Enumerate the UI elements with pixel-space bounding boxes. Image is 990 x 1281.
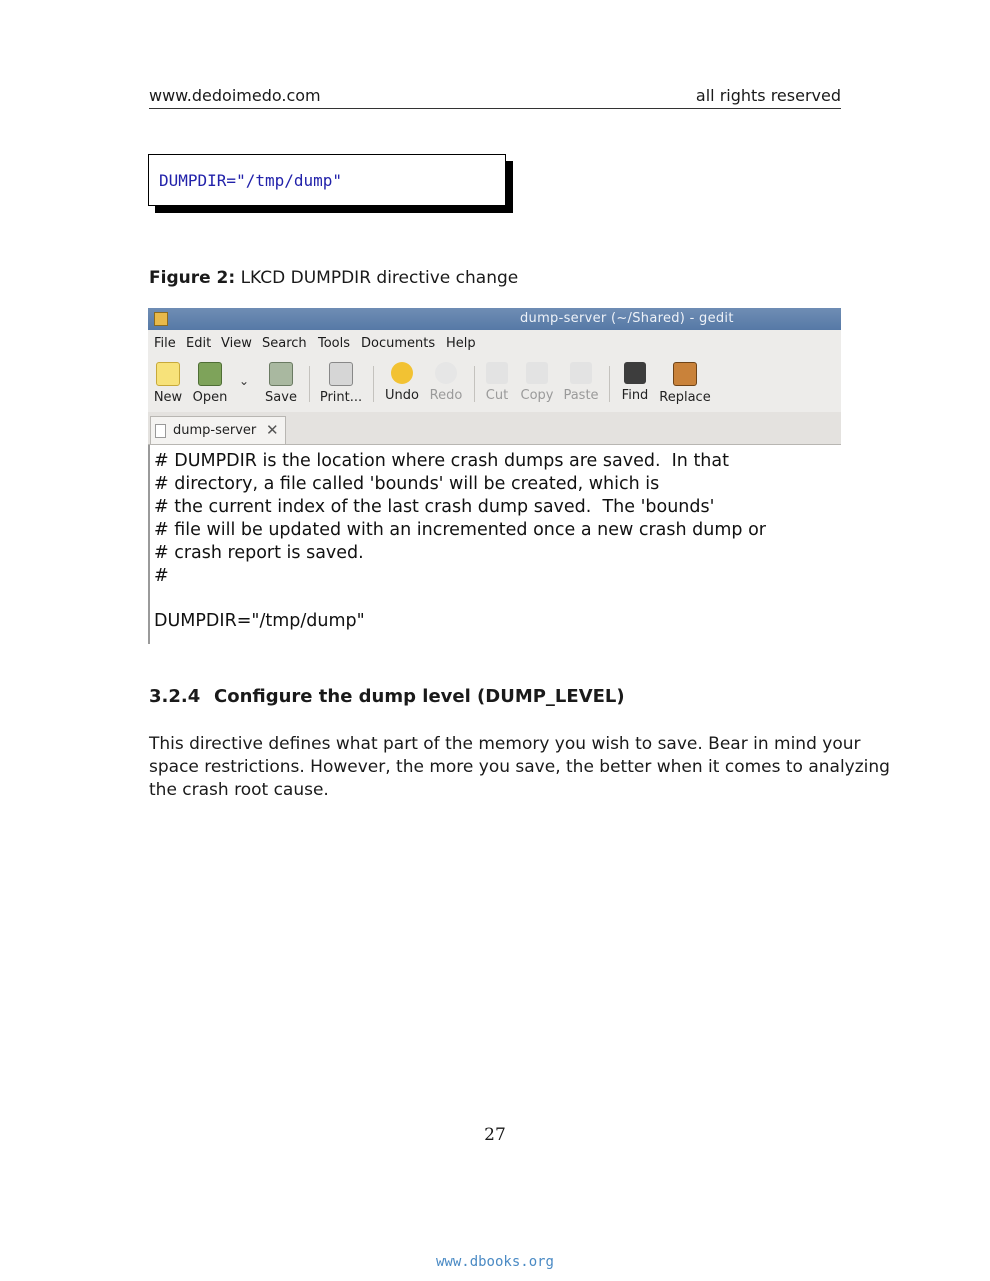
- save-button[interactable]: [259, 362, 303, 408]
- editor-line: DUMPDIR="/tmp/dump": [154, 611, 365, 631]
- tab-dump-server[interactable]: [150, 416, 286, 444]
- body-paragraph: [149, 733, 890, 802]
- replace-button[interactable]: [656, 362, 714, 408]
- new-icon: [156, 362, 180, 386]
- undo-label: Undo: [385, 388, 419, 403]
- redo-label: Redo: [429, 388, 463, 403]
- cut-button[interactable]: [475, 362, 519, 408]
- replace-label: Replace: [659, 390, 711, 405]
- menu-file[interactable]: File: [154, 336, 176, 351]
- tab-label: dump-server: [173, 423, 257, 438]
- figure-caption: [149, 268, 518, 288]
- menu-search[interactable]: Search: [262, 336, 307, 351]
- undo-button[interactable]: [380, 362, 424, 408]
- copy-button[interactable]: [515, 362, 559, 408]
- document-tabbar: [148, 412, 841, 445]
- print-button[interactable]: [319, 362, 363, 408]
- window-titlebar: [148, 308, 841, 330]
- menu-tools[interactable]: Tools: [318, 336, 351, 351]
- cut-label: Cut: [485, 388, 509, 403]
- paragraph-line: This directive defines what part of the memory you wish to save. Bear in mind your: [149, 734, 861, 754]
- gedit-screenshot: [148, 308, 841, 644]
- save-icon: [269, 362, 293, 386]
- find-label: Find: [621, 388, 649, 403]
- print-icon: [329, 362, 353, 386]
- save-label: Save: [265, 390, 297, 405]
- find-button[interactable]: [613, 362, 657, 408]
- document-icon: [155, 424, 166, 438]
- editor-line: #: [154, 566, 169, 586]
- app-icon: [154, 312, 168, 326]
- editor-line: # the current index of the last crash dump saved. The 'bounds': [154, 497, 715, 517]
- new-button[interactable]: [148, 362, 190, 408]
- paste-button[interactable]: [559, 362, 603, 408]
- menu-help[interactable]: Help: [446, 336, 476, 351]
- toolbar: [148, 356, 841, 413]
- page-header: [149, 84, 841, 109]
- redo-icon: [435, 362, 457, 384]
- code-box: [148, 154, 506, 206]
- cut-icon: [486, 362, 508, 384]
- editor-line: # directory, a file called 'bounds' will be created, which is: [154, 474, 660, 494]
- paragraph-line: space restrictions. However, the more you save, the better when it comes to analyzing: [149, 757, 890, 777]
- toolbar-separator: [609, 366, 610, 402]
- editor-line: # crash report is saved.: [154, 543, 364, 563]
- menu-documents[interactable]: Documents: [361, 336, 436, 351]
- editor-line: # DUMPDIR is the location where crash dumps are saved. In that: [154, 451, 729, 471]
- editor-line: # file will be updated with an incremented once a new crash dump or: [154, 520, 766, 540]
- section-title: Configure the dump level (DUMP_LEVEL): [214, 686, 625, 707]
- binoculars-icon: [624, 362, 646, 384]
- toolbar-separator: [309, 366, 310, 402]
- paste-icon: [570, 362, 592, 384]
- paragraph-line: the crash root cause.: [149, 780, 329, 800]
- menu-edit[interactable]: Edit: [186, 336, 212, 351]
- menu-view[interactable]: View: [221, 336, 252, 351]
- open-button[interactable]: [188, 362, 232, 408]
- open-icon: [198, 362, 222, 386]
- text-editor[interactable]: [148, 445, 841, 644]
- close-icon[interactable]: ✕: [266, 421, 279, 439]
- figure-label: Figure 2:: [149, 268, 236, 288]
- print-label: Print...: [319, 390, 363, 405]
- paste-label: Paste: [563, 388, 599, 403]
- copy-label: Copy: [520, 388, 554, 403]
- section-number: 3.2.4: [149, 686, 201, 707]
- header-site: www.dedoimedo.com: [149, 86, 321, 105]
- copy-icon: [526, 362, 548, 384]
- figure-caption-text: LKCD DUMPDIR directive change: [240, 268, 519, 288]
- menubar: [148, 330, 841, 356]
- chevron-down-icon[interactable]: ⌄: [239, 374, 250, 388]
- undo-icon: [391, 362, 413, 384]
- code-box-text: DUMPDIR="/tmp/dump": [159, 171, 343, 190]
- open-label: Open: [192, 390, 228, 405]
- toolbar-separator: [373, 366, 374, 402]
- section-heading: [149, 686, 625, 707]
- new-label: New: [153, 390, 183, 405]
- header-rights: all rights reserved: [695, 86, 841, 105]
- page-number: 27: [484, 1125, 506, 1145]
- replace-icon: [673, 362, 697, 386]
- window-title: dump-server (~/Shared) - gedit: [520, 311, 734, 326]
- redo-button[interactable]: [424, 362, 468, 408]
- footer-link[interactable]: www.dbooks.org: [435, 1254, 554, 1270]
